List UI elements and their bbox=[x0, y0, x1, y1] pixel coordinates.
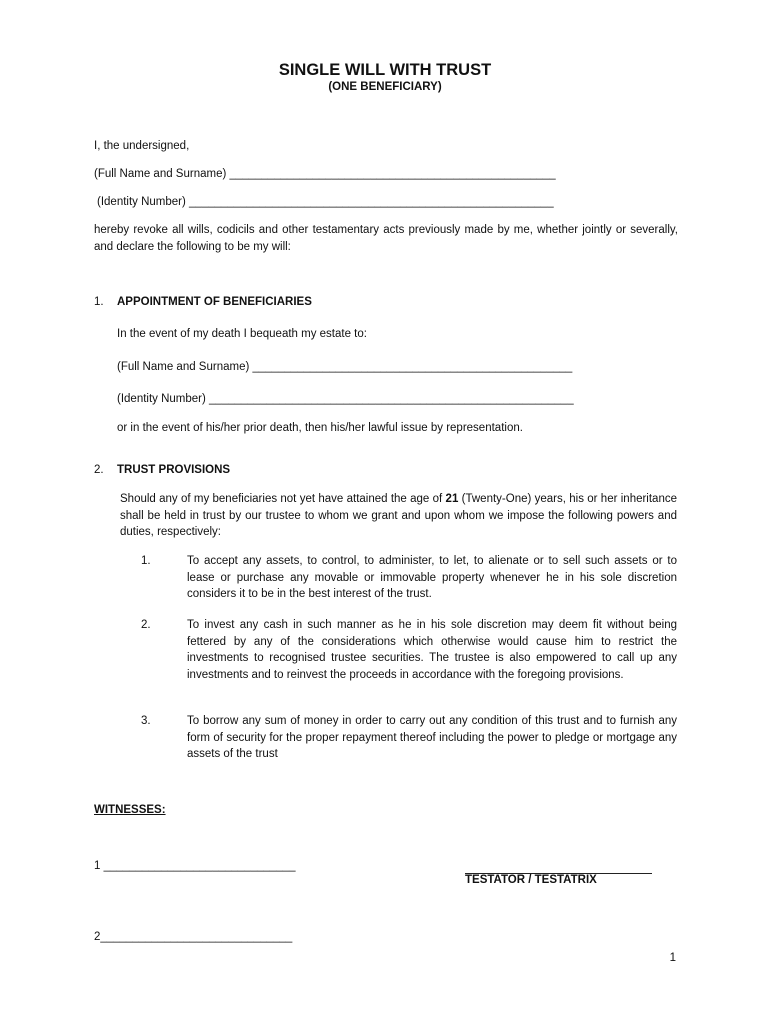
section1-heading: APPOINTMENT OF BENEFICIARIES bbox=[117, 296, 312, 308]
testator-label: TESTATOR / TESTATRIX bbox=[465, 874, 597, 886]
witnesses-heading: WITNESSES: bbox=[94, 804, 166, 816]
section2-number: 2. bbox=[94, 464, 104, 476]
document-subtitle: (ONE BENEFICIARY) bbox=[328, 81, 442, 93]
trust-item-number: 1. bbox=[141, 555, 151, 567]
section2-intro-text bbox=[120, 491, 677, 541]
trust-item-number: 3. bbox=[141, 715, 151, 727]
intro-revocation-text: hereby revoke all wills, codicils and other testamentary acts previously made by me, whether jointly or severally, and declare the following to be my will: bbox=[94, 224, 678, 253]
section1-full-name-field: (Full Name and Surname) __________________________________________________ bbox=[117, 361, 573, 373]
trust-item-text: To accept any assets, to control, to administer, to let, to alienate or to sell such assets or to lease or purchase any movable or immovable property whenever he in his sole discretion considers it to be in the best interest of the trust. bbox=[187, 555, 677, 601]
intro-identity-field: (Identity Number) _________________________________________________________ bbox=[97, 196, 554, 208]
witness-2-signature-line: 2______________________________ bbox=[94, 931, 293, 943]
trust-item-number: 2. bbox=[141, 619, 151, 631]
section1-number: 1. bbox=[94, 296, 104, 308]
section1-identity-field: (Identity Number) _________________________________________________________ bbox=[117, 393, 574, 405]
page-number: 1 bbox=[669, 952, 676, 964]
witness-1-signature-line: 1 ______________________________ bbox=[94, 860, 296, 872]
trust-item-text: To invest any cash in such manner as he in his sole discretion may deem fit without being fettered by any of the considerations which otherwise would cause him to restrict the investments to recognised trustee securities. The trustee is also empowered to call up any investments and to reinvest the proceeds in accordance with the foregoing provisions. bbox=[187, 619, 677, 681]
intro-undersigned: I, the undersigned, bbox=[94, 140, 190, 152]
section2-heading: TRUST PROVISIONS bbox=[117, 464, 231, 476]
trust-item-text: To borrow any sum of money in order to carry out any condition of this trust and to furnish any form of security for the proper repayment thereof including the power to pledge or mortgage any assets of the trust bbox=[187, 715, 677, 761]
section2-intro-part2: (Twenty-One) years, his or her inheritance shall be held in trust by our trustee to whom we grant and upon whom we impose the following powers and duties, respectively: bbox=[120, 493, 677, 539]
intro-full-name-field: (Full Name and Surname) ___________________________________________________ bbox=[94, 168, 556, 180]
document-title: SINGLE WILL WITH TRUST bbox=[278, 61, 492, 79]
section2-intro-part1: Should any of my beneficiaries not yet have attained the age of bbox=[120, 493, 446, 505]
section1-bequeath-text: In the event of my death I bequeath my estate to: bbox=[117, 328, 367, 340]
section2-age-value: 21 bbox=[445, 493, 459, 505]
section1-representation-text: or in the event of his/her prior death, then his/her lawful issue by representation. bbox=[117, 422, 523, 434]
